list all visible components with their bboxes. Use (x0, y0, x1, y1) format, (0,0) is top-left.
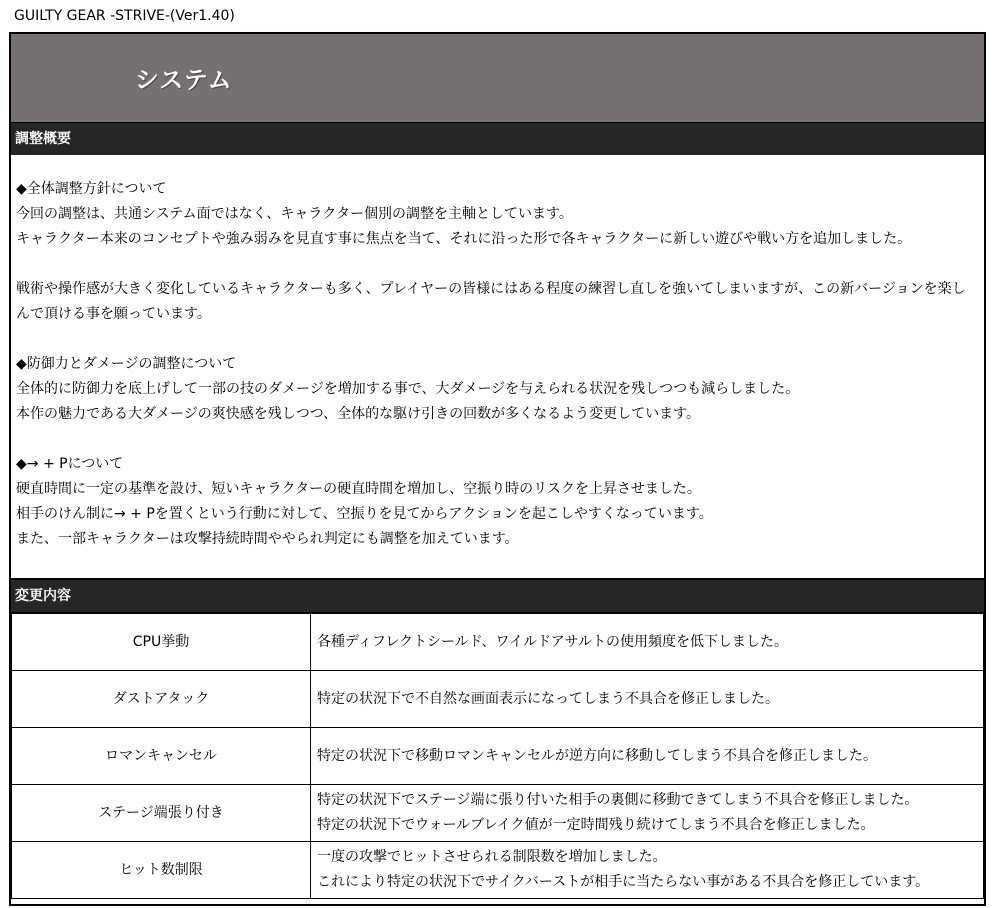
change-description-line: 特定の状況下で不自然な画面表示になってしまう不具合を修正しました。 (317, 690, 779, 707)
change-description-line: 一度の攻撃でヒットさせられる制限数を増加しました。 (317, 849, 667, 865)
change-name: ダストアタック (12, 671, 311, 728)
change-description (311, 613, 984, 671)
banner-title: システム (135, 66, 233, 94)
overview-line: ◆防御力とダメージの調整について (16, 356, 237, 372)
change-description (311, 728, 984, 785)
change-name: CPU挙動 (12, 613, 311, 671)
change-description-line: 特定の状況下で移動ロマンキャンセルが逆方向に移動してしまう不具合を修正しました。 (317, 747, 877, 764)
changes-table (11, 612, 984, 899)
change-name: ロマンキャンセル (12, 728, 311, 785)
table-row (12, 613, 984, 671)
changes-header: 変更内容 (11, 580, 984, 612)
patch-notes-panel (9, 32, 986, 906)
overview-line: ◆→ + Pについて (16, 456, 124, 472)
table-row (12, 785, 984, 842)
overview-paragraph (16, 177, 978, 252)
page-title: GUILTY GEAR -STRIVE-(Ver1.40) (14, 8, 235, 24)
change-name: ヒット数制限 (12, 842, 311, 899)
overview-line: キャラクター本来のコンセプトや強み弱みを見直す事に焦点を当て、それに沿った形で各キャラクターに新しい遊びや戦い方を追加しました。 (16, 231, 912, 247)
table-row (12, 671, 984, 728)
change-description-line: 特定の状況下でステージ端に張り付いた相手の裏側に移動できてしまう不具合を修正しました。 (317, 792, 919, 808)
change-description-line: 特定の状況下でウォールブレイク値が一定時間残り続けてしまう不具合を修正しました。 (317, 817, 875, 833)
overview-paragraph (16, 452, 978, 552)
overview-line: 本作の魅力である大ダメージの爽快感を残しつつ、全体的な駆け引きの回数が多くなるよう変更しています。 (16, 406, 701, 422)
table-row (12, 728, 984, 785)
banner (11, 34, 984, 123)
change-description (311, 842, 984, 899)
table-row (12, 842, 984, 899)
overview-line: 今回の調整は、共通システム面ではなく、キャラクター個別の調整を主軸としています。 (16, 206, 573, 222)
overview-body (11, 155, 984, 580)
overview-paragraph (16, 277, 978, 327)
change-name: ステージ端張り付き (12, 785, 311, 842)
change-description-line: これにより特定の状況下でサイクバーストが相手に当たらない事がある不具合を修正しています。 (317, 874, 930, 890)
overview-line: 相手のけん制に→ + Pを置くという行動に対して、空振りを見てからアクションを起こしやすくなっています。 (16, 506, 713, 522)
overview-paragraph (16, 352, 978, 427)
change-description (311, 671, 984, 728)
overview-line: また、一部キャラクターは攻撃持続時間ややられ判定にも調整を加えています。 (16, 531, 519, 547)
overview-line: 硬直時間に一定の基準を設け、短いキャラクターの硬直時間を増加し、空振り時のリスクを上昇させました。 (16, 481, 701, 497)
overview-line: ◆全体調整方針について (16, 181, 167, 197)
overview-line: 戦術や操作感が大きく変化しているキャラクターも多く、プレイヤーの皆様にはある程度の練習し直しを強いてしまいますが、この新バージョンを楽しんで頂ける事を願っています。 (16, 281, 966, 322)
overview-line: 全体的に防御力を底上げして一部の技のダメージを増加する事で、大ダメージを与えられる状況を残しつつも減らしました。 (16, 381, 800, 397)
change-description (311, 785, 984, 842)
change-description-line: 各種ディフレクトシールド、ワイルドアサルトの使用頻度を低下しました。 (317, 633, 788, 650)
overview-header: 調整概要 (11, 123, 984, 155)
